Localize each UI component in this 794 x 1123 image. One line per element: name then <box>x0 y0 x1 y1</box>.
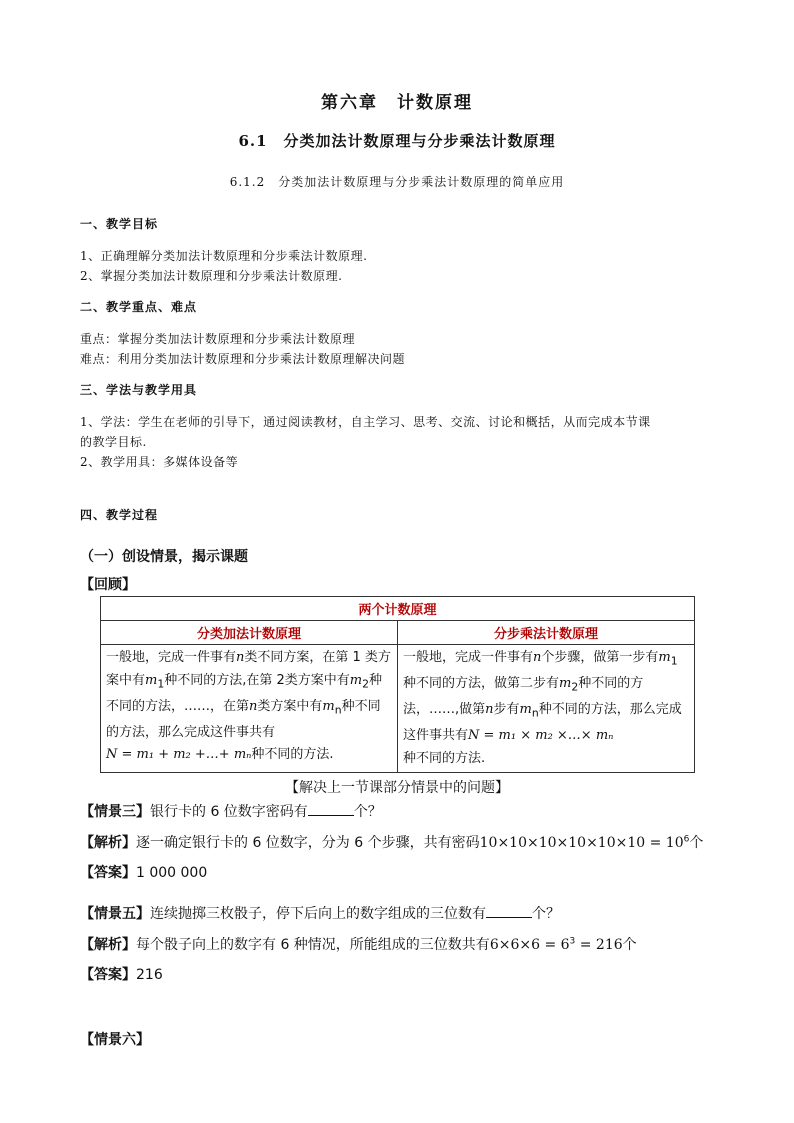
chapter-title: 第六章 计数原理 <box>321 93 473 113</box>
principles-table <box>100 596 695 773</box>
col1-sub1: 1 <box>157 677 165 691</box>
methods-item-2: 2、教学用具：多媒体设备等 <box>80 455 239 469</box>
scenario5-analysis <box>80 934 637 954</box>
scenario6-label: 【情景六】 <box>80 1032 150 1048</box>
scenario5-analysis-text: 每个骰子向上的数字有 6 种情况，所能组成的三位数共有 <box>136 937 490 953</box>
scenario5-answer <box>80 964 163 984</box>
col2-m2: m <box>559 676 572 692</box>
col1-n2: n <box>249 698 258 714</box>
scenario3-text-before: 银行卡的 6 位数字密码有 <box>150 804 308 820</box>
scenario3-blank <box>308 801 354 816</box>
objective-item-2: 2、掌握分类加法计数原理和分步乘法计数原理. <box>80 269 343 283</box>
scenario3-exp: 6 <box>683 834 690 845</box>
col1-text-4: 种不同的方法，……，在第 <box>106 672 383 714</box>
objective-item-1: 1、正确理解分类加法计数原理和分步乘法计数原理. <box>80 249 368 263</box>
scenario5-text-before: 连续抛掷三枚骰子，停下后向上的数字组成的三位数有 <box>150 906 486 922</box>
col2-subn: n <box>531 706 539 720</box>
scenario3-analysis-label: 【解析】 <box>80 835 136 851</box>
scenario5-answer-label: 【答案】 <box>80 967 136 983</box>
key-points-heading: 二、教学重点、难点 <box>80 300 198 314</box>
subsection-title: 6.1.2 分类加法计数原理与分步乘法计数原理的简单应用 <box>229 175 565 189</box>
col2-text-1: 一般地，完成一件事有 <box>403 650 534 665</box>
scenario5-question <box>80 903 560 923</box>
scenario3-text-after: 个？ <box>353 804 382 820</box>
key-point-item: 重点：掌握分类加法计数原理和分步乘法计数原理 <box>80 332 356 346</box>
review-label: 【回顾】 <box>80 577 136 593</box>
col1-cell <box>101 645 398 773</box>
col2-n: n <box>533 650 542 665</box>
col1-header: 分类加法计数原理 <box>101 621 398 645</box>
scenario3-analysis-text: 逐一确定银行卡的 6 位数字，分为 6 个步骤，共有密码 <box>136 835 480 851</box>
process-heading: 四、教学过程 <box>80 508 159 522</box>
col1-text-7: 种不同的方法. <box>251 747 334 763</box>
scenario5-text-after: 个？ <box>532 906 560 922</box>
scenario5-answer-value: 216 <box>136 967 163 983</box>
scenario3-question <box>80 801 382 821</box>
col1-sub2: 2 <box>362 677 369 691</box>
col1-subn: n <box>334 703 342 717</box>
scenario3-answer <box>80 862 207 882</box>
scenario5-label: 【情景五】 <box>80 906 150 922</box>
col1-m2: m <box>349 672 363 688</box>
col2-n2: n <box>485 702 494 718</box>
col1-text-6: 种不同的方法，那么完成这件事共有 <box>106 698 381 740</box>
methods-item-1-line-1: 1、学法：学生在老师的引导下，通过阅读教材，自主学习、思考、交流、讨论和概括，从而完成本节课 <box>80 415 651 429</box>
col2-text-2: 个步骤，做第一步有 <box>541 650 659 665</box>
col2-text-3: 种不同的方法，做第二步有 <box>403 676 560 692</box>
scenario5-blank <box>486 903 532 918</box>
col2-text-7: 种不同的方法. <box>403 750 486 766</box>
scenario3-analysis <box>80 832 703 852</box>
col1-text-2: 类不同方案，在第 1 类方案中有 <box>106 650 391 688</box>
solve-heading: 【解决上一节课部分情景中的问题】 <box>285 780 509 796</box>
col2-text-5: 步有 <box>493 702 520 718</box>
scenario3-unit: 个 <box>689 835 704 851</box>
objectives-heading: 一、教学目标 <box>80 217 159 231</box>
scenario3-formula: 10×10×10×10×10×10 = 10 <box>479 835 684 851</box>
col2-text-4: 种不同的方法，……,做第 <box>403 676 644 718</box>
scenario5-analysis-label: 【解析】 <box>80 937 136 953</box>
col1-text-5: 类方案中有 <box>257 698 323 714</box>
scenario5-exp: 3 <box>569 936 576 947</box>
methods-heading: 三、学法与教学用具 <box>80 383 198 397</box>
col2-sub2: 2 <box>571 680 579 694</box>
scenario3-answer-label: 【答案】 <box>80 865 136 881</box>
col1-m1: m <box>145 672 158 688</box>
col2-cell <box>398 645 695 773</box>
scenario5-unit: 个 <box>622 937 637 953</box>
scenario3-label: 【情景三】 <box>80 804 150 820</box>
col2-m1: m <box>658 650 671 665</box>
col2-text-6: 种不同的方法，那么完成这件事共有 <box>403 702 682 744</box>
process-sub-heading: （一）创设情景，揭示课题 <box>80 549 248 565</box>
col1-formula: N = m₁ + m₂ +…+ mₙ <box>106 747 252 763</box>
difficulty-item: 难点：利用分类加法计数原理和分步乘法计数原理解决问题 <box>80 352 406 366</box>
scenario5-formula-b: = 216 <box>575 937 623 953</box>
section-title: 6.1 分类加法计数原理与分步乘法计数原理 <box>238 132 556 150</box>
table-title: 两个计数原理 <box>101 597 695 621</box>
col1-n: n <box>236 650 245 665</box>
methods-item-1-line-2: 的教学目标. <box>80 435 147 449</box>
col2-sub1: 1 <box>670 654 678 668</box>
scenario5-formula-a: 6×6×6 = 6 <box>489 937 570 953</box>
scenario3-answer-value: 1 000 000 <box>136 865 208 881</box>
col2-mn: m <box>519 702 532 718</box>
col2-formula: N = m₁ × m₂ ×…× mₙ <box>468 728 614 744</box>
col1-text-3: 种不同的方法,在第 2类方案中有 <box>164 672 350 688</box>
col1-mn: m <box>322 698 335 714</box>
col2-header: 分步乘法计数原理 <box>398 621 695 645</box>
col1-text-1: 一般地，完成一件事有 <box>106 650 237 665</box>
